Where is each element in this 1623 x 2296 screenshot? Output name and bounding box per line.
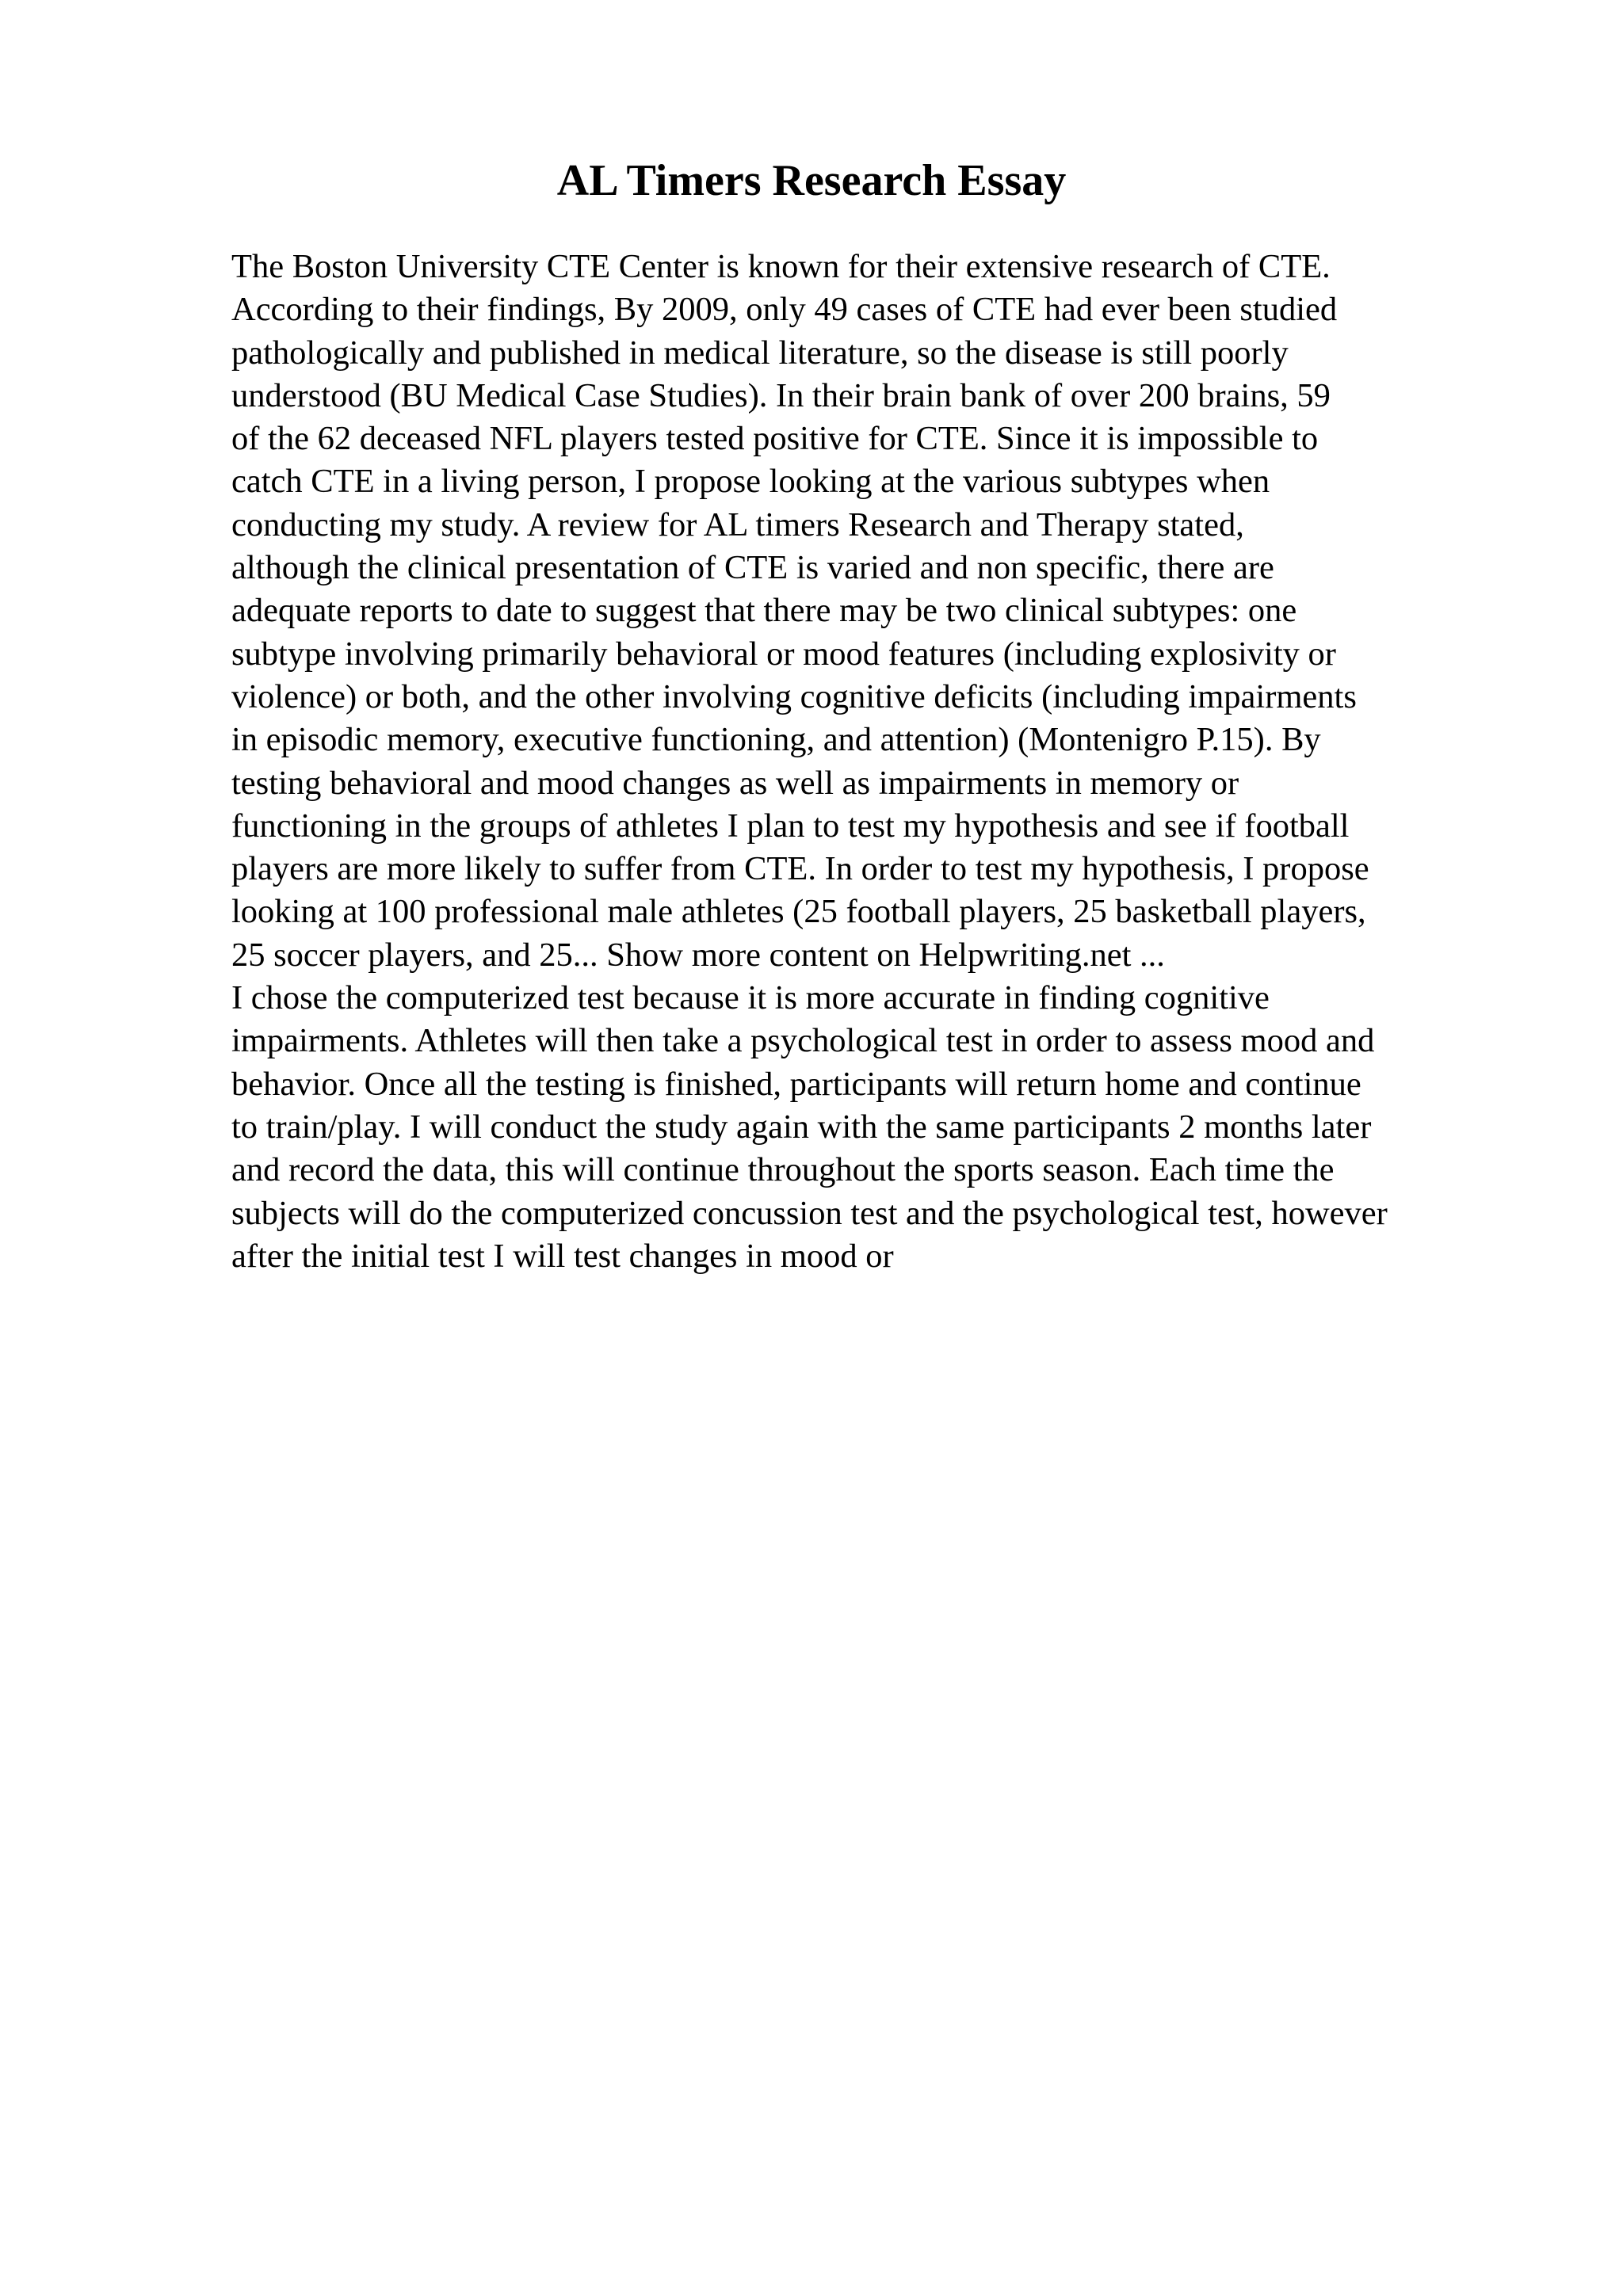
- body-line: looking at 100 professional male athletes (25 football players, 25 basketball players,: [231, 893, 1366, 931]
- document-title: AL Timers Research Essay: [556, 156, 1067, 205]
- body-line: and record the data, this will continue throughout the sports season. Each time the: [231, 1151, 1335, 1189]
- body-line: adequate reports to date to suggest that there may be two clinical subtypes: one: [231, 592, 1297, 630]
- document-body: [231, 246, 1531, 1278]
- body-line: I chose the computerized test because it is more accurate in finding cognitive: [231, 979, 1270, 1017]
- body-line: According to their findings, By 2009, only 49 cases of CTE had ever been studied: [231, 291, 1338, 329]
- body-line: pathologically and published in medical literature, so the disease is still poorly: [231, 334, 1289, 372]
- body-line: impairments. Athletes will then take a psychological test in order to assess mood and: [231, 1022, 1375, 1060]
- body-line: players are more likely to suffer from CTE. In order to test my hypothesis, I propose: [231, 850, 1369, 888]
- body-line: The Boston University CTE Center is known for their extensive research of CTE.: [231, 248, 1331, 285]
- body-line: 25 soccer players, and 25... Show more content on Helpwriting.net ...: [231, 936, 1165, 974]
- body-line: of the 62 deceased NFL players tested positive for CTE. Since it is impossible to: [231, 420, 1319, 458]
- body-line: subtype involving primarily behavioral or mood features (including explosivity or: [231, 635, 1336, 673]
- body-line: behavior. Once all the testing is finished, participants will return home and continue: [231, 1065, 1361, 1103]
- body-line: understood (BU Medical Case Studies). In their brain bank of over 200 brains, 59: [231, 376, 1331, 414]
- body-line: catch CTE in a living person, I propose looking at the various subtypes when: [231, 463, 1270, 501]
- body-line: violence) or both, and the other involving cognitive deficits (including impairments: [231, 677, 1357, 715]
- body-line: although the clinical presentation of CTE is varied and non specific, there are: [231, 549, 1274, 587]
- body-line: after the initial test I will test changes in mood or: [231, 1237, 894, 1275]
- body-line: subjects will do the computerized concussion test and the psychological test, however: [231, 1194, 1388, 1232]
- body-line: functioning in the groups of athletes I plan to test my hypothesis and see if football: [231, 807, 1350, 845]
- body-line: testing behavioral and mood changes as well as impairments in memory or: [231, 764, 1239, 802]
- body-line: in episodic memory, executive functioning, and attention) (Montenigro P.15). By: [231, 721, 1321, 759]
- body-line: to train/play. I will conduct the study again with the same participants 2 months later: [231, 1108, 1372, 1146]
- body-line: conducting my study. A review for AL timers Research and Therapy stated,: [231, 505, 1244, 543]
